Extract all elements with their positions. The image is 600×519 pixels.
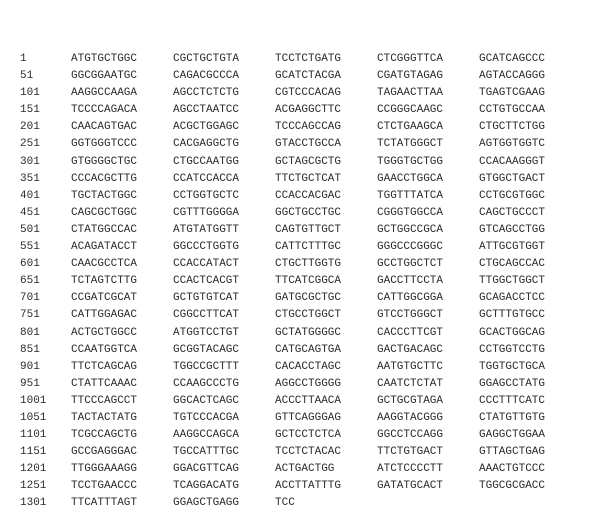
sequence-block: TCAGGACATG xyxy=(173,480,240,493)
sequence-block: ATGTGCTGGC xyxy=(71,53,138,65)
sequence-row xyxy=(20,359,590,376)
sequence-block: GGCGGAATGC xyxy=(71,70,138,83)
sequence-block: TACTACTATG xyxy=(71,411,138,424)
sequence-row xyxy=(20,136,590,153)
position-number: 101 xyxy=(20,87,40,100)
sequence-block: CAGCTGCCCT xyxy=(479,206,546,219)
sequence-row xyxy=(20,239,590,256)
sequence-block: GATATGCACT xyxy=(377,480,444,493)
sequence-block: GCTGGCCGCA xyxy=(377,223,444,236)
position-number: 601 xyxy=(20,258,40,271)
sequence-block: TCGCCAGCTG xyxy=(71,429,138,442)
sequence-row xyxy=(20,461,590,478)
sequence-block: GTACCTGCCA xyxy=(275,138,342,151)
sequence-block: CCACCATACT xyxy=(173,258,240,271)
sequence-block: TCCCCAGACA xyxy=(71,104,138,117)
sequence-block: AGTGGTGGTC xyxy=(479,138,546,151)
sequence-block: CCTGCGTGGC xyxy=(479,189,546,202)
sequence-block: ACAGATACCT xyxy=(71,241,138,254)
sequence-row xyxy=(20,325,590,342)
sequence-block: CTGCAGCCAC xyxy=(479,258,546,271)
sequence-block: CCGATCGCAT xyxy=(71,292,138,305)
sequence-block: TTCTGTGACT xyxy=(377,446,444,459)
sequence-block: CATTGGCGGA xyxy=(377,292,444,305)
sequence-block: GCTGCGTAGA xyxy=(377,394,444,407)
sequence-block: CTATTCAAAC xyxy=(71,377,138,390)
sequence-block: CCACAAGGGT xyxy=(479,155,546,168)
sequence-block: TAGAACTTAA xyxy=(377,87,444,100)
sequence-block: CCGGGCAAGC xyxy=(377,104,444,117)
position-number: 1 xyxy=(20,53,27,65)
sequence-row xyxy=(20,85,590,102)
sequence-block: TTGGGAAAGG xyxy=(71,463,138,476)
sequence-block: GAGGCTGGAA xyxy=(479,429,546,442)
sequence-row xyxy=(20,290,590,307)
sequence-block: GGCACTCAGC xyxy=(173,394,240,407)
sequence-block: GCTAGCGCTG xyxy=(275,155,342,168)
sequence-block: CGTTTGGGGA xyxy=(173,206,240,219)
sequence-block: AGTACCAGGG xyxy=(479,70,546,83)
sequence-block: CCATCCACCA xyxy=(173,172,240,185)
sequence-row xyxy=(20,205,590,222)
sequence-block: CCCTTTCATC xyxy=(479,394,546,407)
sequence-block: CTCTGAAGCA xyxy=(377,121,444,134)
position-number: 1051 xyxy=(20,411,47,424)
position-number: 651 xyxy=(20,275,40,288)
sequence-block: AGCCTCTCTG xyxy=(173,87,240,100)
sequence-block: TCCTCTGATG xyxy=(275,53,342,65)
position-number: 751 xyxy=(20,309,40,322)
sequence-row xyxy=(20,478,590,495)
position-number: 251 xyxy=(20,138,40,151)
sequence-block: AAGGCCAGCA xyxy=(173,429,240,442)
sequence-block: GGACGTTCAG xyxy=(173,463,240,476)
sequence-block: CACACCTAGC xyxy=(275,360,342,373)
sequence-block: GCATCAGCCC xyxy=(479,53,546,65)
sequence-block: CAGTGTTGCT xyxy=(275,223,342,236)
sequence-block: CAACAGTGAC xyxy=(71,121,138,134)
sequence-block: CCACTCACGT xyxy=(173,275,240,288)
sequence-block: GCGGTACAGC xyxy=(173,343,240,356)
sequence-row xyxy=(20,222,590,239)
sequence-block: CTCGGGTTCA xyxy=(377,53,444,65)
sequence-row xyxy=(20,119,590,136)
sequence-block: ATCTCCCCTT xyxy=(377,463,444,476)
sequence-block: GCTGTGTCAT xyxy=(173,292,240,305)
sequence-block: AAACTGTCCC xyxy=(479,463,546,476)
sequence-block: CCTGGTCCTG xyxy=(479,343,546,356)
sequence-block: AGCCTAATCC xyxy=(173,104,240,117)
sequence-block: CAGACGCCCA xyxy=(173,70,240,83)
sequence-block: TCTATGGGCT xyxy=(377,138,444,151)
sequence-block: CAACGCCTCA xyxy=(71,258,138,271)
sequence-block: CGGCCTTCAT xyxy=(173,309,240,322)
sequence-row xyxy=(20,410,590,427)
sequence-block: GTCAGCCTGG xyxy=(479,223,546,236)
sequence-block: CGTCCCACAG xyxy=(275,87,342,100)
sequence-block: GTGGGGCTGC xyxy=(71,155,138,168)
sequence-block: TGGCCGCTTT xyxy=(173,360,240,373)
sequence-block: GGCCCTGGTG xyxy=(173,241,240,254)
sequence-block: CGCTGCTGTA xyxy=(173,53,240,65)
position-number: 351 xyxy=(20,172,40,185)
sequence-block: GCCTGGCTCT xyxy=(377,258,444,271)
sequence-block: GTCCTGGGCT xyxy=(377,309,444,322)
sequence-row xyxy=(20,393,590,410)
sequence-block: CTGCCTGGCT xyxy=(275,309,342,322)
position-number: 801 xyxy=(20,326,40,339)
position-number: 301 xyxy=(20,155,40,168)
sequence-row xyxy=(20,376,590,393)
sequence-block: GATGCGCTGC xyxy=(275,292,342,305)
sequence-block: TGGCGCGACC xyxy=(479,480,546,493)
position-number: 501 xyxy=(20,223,40,236)
sequence-block: AAGGTACGGG xyxy=(377,411,444,424)
sequence-block: GCTATGGGGC xyxy=(275,326,342,339)
sequence-block: GGAGCTGAGG xyxy=(173,497,240,510)
sequence-block: TGAGTCGAAG xyxy=(479,87,546,100)
sequence-row xyxy=(20,102,590,119)
sequence-block: TCC xyxy=(275,497,295,510)
sequence-block: ACCTTATTTG xyxy=(275,480,342,493)
sequence-block: GCATCTACGA xyxy=(275,70,342,83)
sequence-block: CTATGGCCAC xyxy=(71,223,138,236)
position-number: 451 xyxy=(20,206,40,219)
sequence-block: TTCCCAGCCT xyxy=(71,394,138,407)
position-number: 1101 xyxy=(20,429,47,442)
sequence-row xyxy=(20,188,590,205)
sequence-block: CCCACGCTTG xyxy=(71,172,138,185)
sequence-block: CACCCTTCGT xyxy=(377,326,444,339)
sequence-block: AATGTGCTTC xyxy=(377,360,444,373)
position-number: 201 xyxy=(20,121,40,134)
sequence-block: CATTCTTTGC xyxy=(275,241,342,254)
sequence-block: CCAATGGTCA xyxy=(71,343,138,356)
sequence-block: GGCCTCCAGG xyxy=(377,429,444,442)
sequence-block: CACGAGGCTG xyxy=(173,138,240,151)
sequence-row xyxy=(20,273,590,290)
sequence-block: TTCATCGGCA xyxy=(275,275,342,288)
position-number: 151 xyxy=(20,104,40,117)
position-number: 1001 xyxy=(20,394,47,407)
sequence-block: GACCTTCCTA xyxy=(377,275,444,288)
sequence-listing xyxy=(20,51,590,513)
sequence-block: CCTGGTGCTC xyxy=(173,189,240,202)
sequence-block: CGATGTAGAG xyxy=(377,70,444,83)
sequence-block: CCAAGCCCTG xyxy=(173,377,240,390)
sequence-block: GCACTGGCAG xyxy=(479,326,546,339)
sequence-block: CGGGTGGCCA xyxy=(377,206,444,219)
position-number: 851 xyxy=(20,343,40,356)
sequence-block: GTTAGCTGAG xyxy=(479,446,546,459)
position-number: 1301 xyxy=(20,497,47,510)
sequence-row xyxy=(20,444,590,461)
position-number: 401 xyxy=(20,189,40,202)
sequence-block: GTGGCTGACT xyxy=(479,172,546,185)
sequence-block: TCCCAGCCAG xyxy=(275,121,342,134)
sequence-block: CTGCCAATGG xyxy=(173,155,240,168)
position-number: 1201 xyxy=(20,463,47,476)
position-number: 701 xyxy=(20,292,40,305)
sequence-row xyxy=(20,342,590,359)
sequence-row xyxy=(20,154,590,171)
sequence-block: TCCTGAACCC xyxy=(71,480,138,493)
sequence-block: GGCTGCCTGC xyxy=(275,206,342,219)
sequence-block: TTCTCAGCAG xyxy=(71,360,138,373)
sequence-row xyxy=(20,256,590,273)
sequence-block: CCACCACGAC xyxy=(275,189,342,202)
position-number: 951 xyxy=(20,377,40,390)
sequence-block: AAGGCCAAGA xyxy=(71,87,138,100)
sequence-block: GAACCTGGCA xyxy=(377,172,444,185)
sequence-block: ACTGACTGG xyxy=(275,463,335,476)
position-number: 1251 xyxy=(20,480,47,493)
sequence-block: ACGAGGCTTC xyxy=(275,104,342,117)
sequence-block: CATGCAGTGA xyxy=(275,343,342,356)
sequence-block: GACTGACAGC xyxy=(377,343,444,356)
sequence-block: CTGCTTGGTG xyxy=(275,258,342,271)
sequence-block: ATGTATGGTT xyxy=(173,223,240,236)
sequence-block: ATGGTCCTGT xyxy=(173,326,240,339)
position-number: 1151 xyxy=(20,446,47,459)
sequence-block: TGGGTGCTGG xyxy=(377,155,444,168)
sequence-block: CATTGGAGAC xyxy=(71,309,138,322)
position-number: 51 xyxy=(20,70,34,83)
sequence-block: ACGCTGGAGC xyxy=(173,121,240,134)
sequence-block: ATTGCGTGGT xyxy=(479,241,546,254)
position-number: 551 xyxy=(20,241,40,254)
sequence-block: TGGTGCTGCA xyxy=(479,360,546,373)
sequence-block: TGCTACTGGC xyxy=(71,189,138,202)
sequence-block: TCCTCTACAC xyxy=(275,446,342,459)
sequence-block: CAGCGCTGGC xyxy=(71,206,138,219)
sequence-block: AGGCCTGGGG xyxy=(275,377,342,390)
sequence-row xyxy=(20,51,590,68)
sequence-row xyxy=(20,171,590,188)
sequence-block: GGAGCCTATG xyxy=(479,377,546,390)
sequence-block: TTGGCTGGCT xyxy=(479,275,546,288)
sequence-block: CAATCTCTAT xyxy=(377,377,444,390)
sequence-block: ACTGCTGGCC xyxy=(71,326,138,339)
position-number: 901 xyxy=(20,360,40,373)
sequence-block: GCTTTGTGCC xyxy=(479,309,546,322)
sequence-block: TGGTTTATCA xyxy=(377,189,444,202)
sequence-block: GCCGAGGGAC xyxy=(71,446,138,459)
sequence-block: CTATGTTGTG xyxy=(479,411,546,424)
sequence-row xyxy=(20,495,590,512)
sequence-block: GGGCCCGGGC xyxy=(377,241,444,254)
sequence-block: CCTGTGCCAA xyxy=(479,104,546,117)
sequence-block: TCTAGTCTTG xyxy=(71,275,138,288)
sequence-block: TGTCCCACGA xyxy=(173,411,240,424)
sequence-row xyxy=(20,307,590,324)
sequence-row xyxy=(20,427,590,444)
sequence-block: TTCATTTAGT xyxy=(71,497,138,510)
sequence-block: ACCCTTAACA xyxy=(275,394,342,407)
sequence-block: GCAGACCTCC xyxy=(479,292,546,305)
sequence-block: TGCCATTTGC xyxy=(173,446,240,459)
sequence-row xyxy=(20,68,590,85)
sequence-block: CTGCTTCTGG xyxy=(479,121,546,134)
sequence-block: GGTGGGTCCC xyxy=(71,138,138,151)
sequence-block: GTTCAGGGAG xyxy=(275,411,342,424)
sequence-block: TTCTGCTCAT xyxy=(275,172,342,185)
sequence-block: GCTCCTCTCA xyxy=(275,429,342,442)
